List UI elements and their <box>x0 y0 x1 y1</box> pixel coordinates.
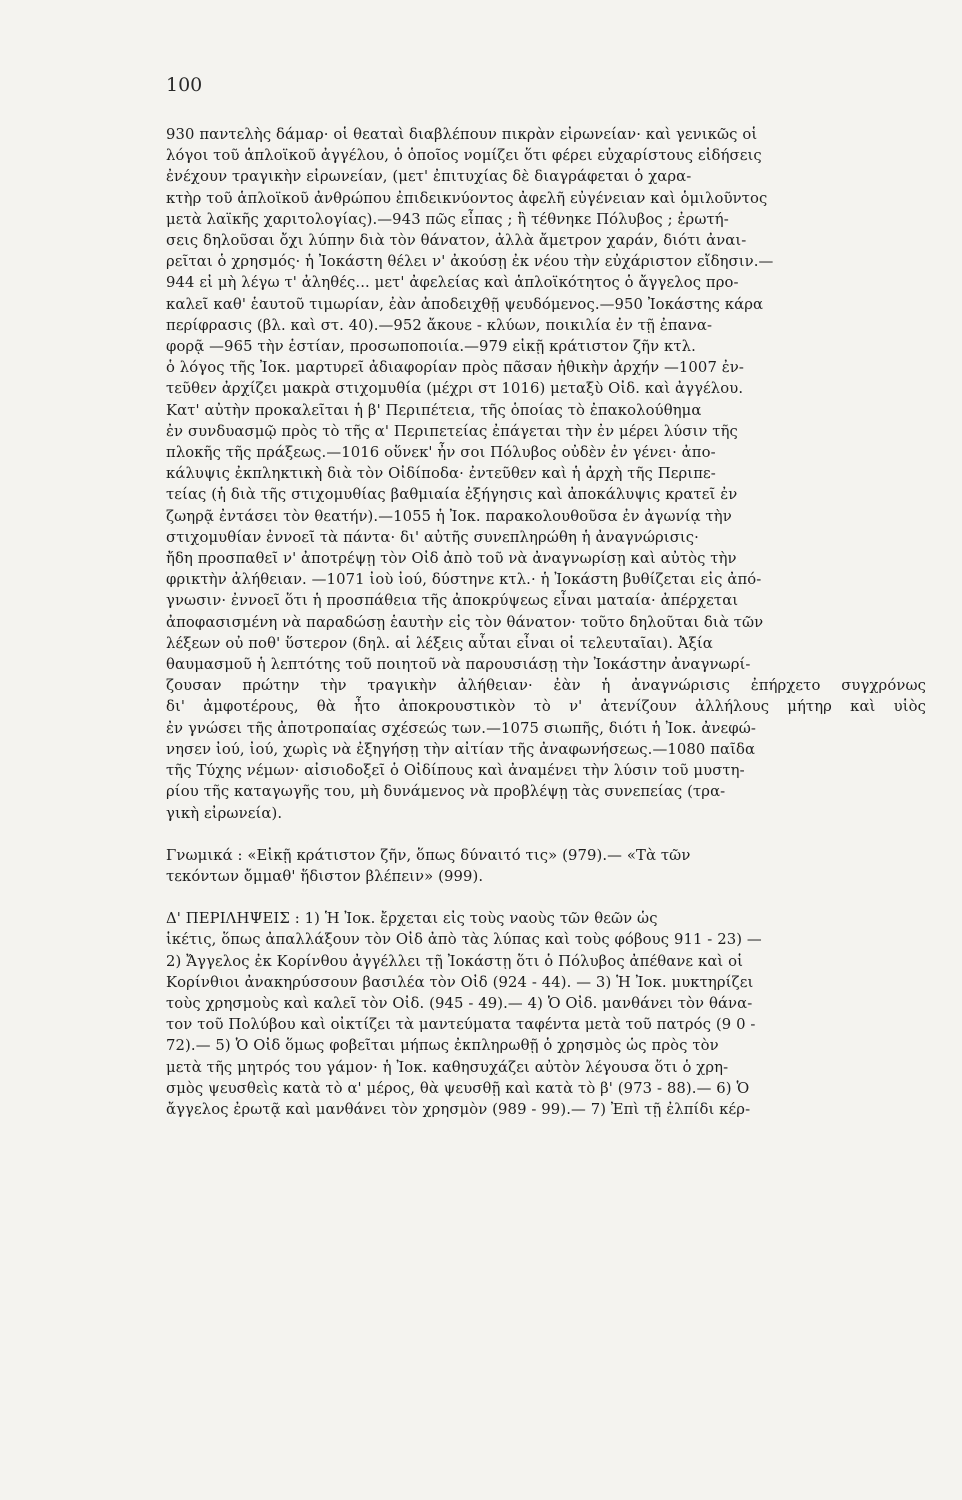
text-line: τον τοῦ Πολύβου καὶ οἰκτίζει τὰ μαντεύματα ταφέντα μετὰ τοῦ πατρός (9 0 - <box>166 1016 756 1034</box>
summaries-paragraph <box>166 908 926 1120</box>
text-line: περίφρασις (βλ. καὶ στ. 40).—952 ἄκουε - κλύων, ποικιλία ἐν τῇ ἐπανα- <box>166 316 713 334</box>
commentary-paragraph <box>166 124 926 824</box>
text-line: κάλυψις ἐκπληκτικὴ διὰ τὸν Οἰδίποδα· ἐντεῦθεν καὶ ἡ ἀρχὴ τῆς Περιπε- <box>166 465 716 483</box>
text-line: νησεν ἰού, ἰού, χωρὶς νὰ ἐξηγήσῃ τὴν αἰτίαν τῆς ἀναφωνήσεως.—1080 παῖδα <box>166 740 756 758</box>
text-line: ἐνέχουν τραγικὴν εἰρωνείαν, (μετ' ἐπιτυχίας δὲ διαγράφεται ὁ χαρα- <box>166 168 692 186</box>
text-line: 72).— 5) Ὁ Οἰδ ὅμως φοβεῖται μήπως ἐκπληρωθῇ ὁ χρησμὸς ὡς πρὸς τὸν <box>166 1037 719 1055</box>
text-line: ζωηρᾷ ἐντάσει τὸν θεατήν).—1055 ἡ Ἰοκ. παρακολουθοῦσα ἐν ἀγωνίᾳ τὴν <box>166 507 732 525</box>
text-line: ἄγγελος ἐρωτᾷ καὶ μανθάνει τὸν χρησμὸν (989 - 99).— 7) Ἐπὶ τῇ ἐλπίδι κέρ- <box>166 1100 751 1118</box>
text-line: ἱκέτις, ὅπως ἀπαλλάξουν τὸν Οἰδ ἀπὸ τὰς λύπας καὶ τοὺς φόβους 911 - 23) — <box>166 931 762 949</box>
text-line: ἤδη προσπαθεῖ ν' ἀποτρέψῃ τὸν Οἰδ ἀπὸ τοῦ νὰ ἀναγνωρίσῃ καὶ αὐτὸς τὴν <box>166 550 737 568</box>
text-line: λέξεων οὐ ποθ' ὕστερον (δηλ. αἱ λέξεις αὗται εἶναι οἱ τελευταῖαι). Ἀξία <box>166 634 713 652</box>
text-line: σμὸς ψευσθεὶς κατὰ τὸ α' μέρος, θὰ ψευσθῇ καὶ κατὰ τὸ β' (973 - 88).— 6) Ὁ <box>166 1079 750 1097</box>
text-line: μετὰ τῆς μητρός του γάμον· ἡ Ἰοκ. καθησυχάζει αὐτὸν λέγουσα ὅτι ὁ χρη- <box>166 1058 729 1076</box>
text-line: τῆς Τύχης νέμων· αἰσιοδοξεῖ ὁ Οἰδίπους καὶ ἀναμένει τὴν λύσιν τοῦ μυστη- <box>166 762 745 780</box>
text-line: φορᾷ —965 τὴν ἑστίαν, προσωποποιία.—979 εἰκῇ κράτιστον ζῆν κτλ. <box>166 338 696 356</box>
text-line: ζουσαν πρώτην τὴν τραγικὴν ἀλήθειαν· ἐὰν ἡ ἀναγνώρισις ἐπήρχετο συγχρόνως <box>166 677 926 695</box>
text-line: ἀποφασισμένη νὰ παραδώσῃ ἑαυτὴν εἰς τὸν θάνατον· τοῦτο δηλοῦται διὰ τῶν <box>166 613 764 631</box>
text-line: 2) Ἄγγελος ἐκ Κορίνθου ἀγγέλλει τῇ Ἰοκάστῃ ὅτι ὁ Πόλυβος ἀπέθανε καὶ οἱ <box>166 952 744 970</box>
text-line: λόγοι τοῦ ἁπλοϊκοῦ ἀγγέλου, ὁ ὁποῖος νομίζει ὅτι φέρει εὐχαρίστους εἰδήσεις <box>166 147 762 165</box>
text-line: γνωσιν· ἐννοεῖ ὅτι ἡ προσπάθεια τῆς ἀποκρύψεως εἶναι ματαία· ἀπέρχεται <box>166 592 739 610</box>
text-line: τοὺς χρησμοὺς καὶ καλεῖ τὸν Οἰδ. (945 - 49).— 4) Ὁ Οἰδ. μανθάνει τὸν θάνα- <box>166 994 753 1012</box>
text-line: πλοκῆς τῆς πράξεως.—1016 οὕνεκ' ἦν σοι Πόλυβος οὐδὲν ἐν γένει· ἀπο- <box>166 444 716 462</box>
text-line: γικὴ εἰρωνεία). <box>166 804 283 822</box>
text-line: δι' ἀμφοτέρους, θὰ ἦτο ἀποκρουστικὸν τὸ ν' ἀτενίζουν ἀλλήλους μήτηρ καὶ υἱὸς <box>166 698 926 716</box>
text-line: Κατ' αὐτὴν προκαλεῖται ἡ β' Περιπέτεια, τῆς ὁποίας τὸ ἐπακολούθημα <box>166 401 702 419</box>
text-line: ἐν συνδυασμῷ πρὸς τὸ τῆς α' Περιπετείας ἐπάγεται τὴν ἐν μέρει λύσιν τῆς <box>166 422 738 440</box>
text-line: 930 παντελὴς δάμαρ· οἱ θεαταὶ διαβλέπουν πικρὰν εἰρωνείαν· καὶ γενικῶς οἱ <box>166 126 758 143</box>
text-line: φρικτὴν ἀλήθειαν. —1071 ἰοὺ ἰού, δύστηνε κτλ.· ἡ Ἰοκάστη βυθίζεται εἰς ἀπό- <box>166 571 762 589</box>
text-line: Δ' ΠΕΡΙΛΗΨΕΙΣ : 1) Ἡ Ἰοκ. ἔρχεται εἰς τοὺς ναοὺς τῶν θεῶν ὡς <box>166 910 658 928</box>
text-line: Γνωμικά : «Εἰκῇ κράτιστον ζῆν, ὅπως δύναιτό τις» (979).— «Τὰ τῶν <box>166 846 691 864</box>
text-line: κτὴρ τοῦ ἁπλοϊκοῦ ἀνθρώπου ἐπιδεικνύοντος ἀφελῆ εὐγένειαν καὶ ὁμιλοῦντος <box>166 189 768 207</box>
text-line: τεκόντων ὄμμαθ' ἥδιστον βλέπειν» (999). <box>166 867 484 885</box>
gnomika-paragraph <box>166 845 926 887</box>
text-line: μετὰ λαϊκῆς χαριτολογίας).—943 πῶς εἶπας ; ἢ τέθνηκε Πόλυβος ; ἐρωτή- <box>166 210 729 228</box>
text-line: τείας (ἡ διὰ τῆς στιχομυθίας βαθμιαία ἐξήγησις καὶ ἀποκάλυψις κρατεῖ ἐν <box>166 486 738 504</box>
body-text <box>166 124 926 1120</box>
text-line: Κορίνθιοι ἀνακηρύσσουν βασιλέα τὸν Οἰδ (924 - 44). — 3) Ἡ Ἰοκ. μυκτηρίζει <box>166 973 754 991</box>
text-line: τεῦθεν ἀρχίζει μακρὰ στιχομυθία (μέχρι στ 1016) μεταξὺ Οἰδ. καὶ ἀγγέλου. <box>166 380 744 398</box>
text-line: θαυμασμοῦ ἡ λεπτότης τοῦ ποιητοῦ νὰ παρουσιάσῃ τὴν Ἰοκάστην ἀναγνωρί- <box>166 656 751 674</box>
text-line: ρεῖται ὁ χρησμός· ἡ Ἰοκάστη θέλει ν' ἀκούσῃ ἐκ νέου τὴν εὐχάριστον εἴδησιν.— <box>166 253 774 271</box>
text-line: σεις δηλοῦσαι ὄχι λύπην διὰ τὸν θάνατον, ἀλλὰ ἄμετρον χαράν, διότι ἀναι- <box>166 232 747 250</box>
text-line: ρίου τῆς καταγωγῆς του, μὴ δυνάμενος νὰ προβλέψῃ τὰς συνεπείας (τρα- <box>166 783 726 801</box>
text-line: ἐν γνώσει τῆς ἀποτροπαίας σχέσεώς των.—1075 σιωπῆς, διότι ἡ Ἰοκ. ἀνεφώ- <box>166 719 757 737</box>
text-line: στιχομυθίαν ἐννοεῖ τὰ πάντα· δι' αὐτῆς συνεπληρώθη ἡ ἀναγνώρισις· <box>166 528 699 546</box>
text-line: καλεῖ καθ' ἑαυτοῦ τιμωρίαν, ἐὰν ἀποδειχθῇ ψευδόμενος.—950 Ἰοκάστης κάρα <box>166 295 764 313</box>
text-line: 944 εἰ μὴ λέγω τ' ἀληθές... μετ' ἀφελείας καὶ ἁπλοϊκότητος ὁ ἄγγελος προ- <box>166 274 739 292</box>
page-number: 100 <box>166 74 203 96</box>
text-line: ὁ λόγος τῆς Ἰοκ. μαρτυρεῖ ἀδιαφορίαν πρὸς πᾶσαν ἠθικὴν ἀρχήν —1007 ἐν- <box>166 359 745 377</box>
